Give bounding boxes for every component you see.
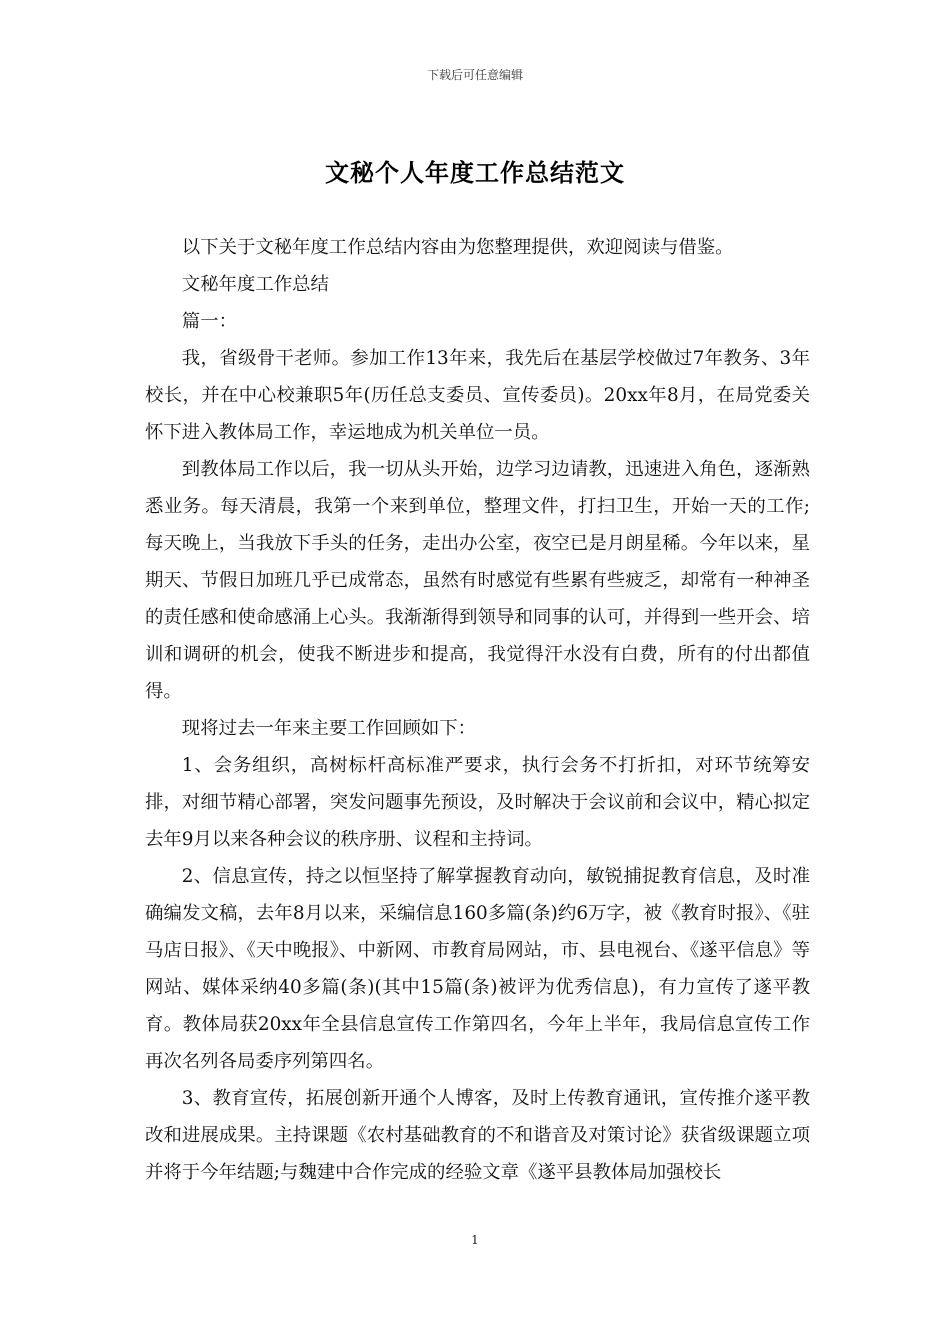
review-intro-paragraph: 现将过去一年来主要工作回顾如下： <box>181 718 477 739</box>
body-paragraph-self-intro: 我，省级骨干老师。参加工作13年来，我先后在基层学校做过7年教务、3年校长，并在中心校兼职5年(历任总支委员、宣传委员)。20xx年8月，在局党委关怀下进入教体局工作，幸运地成为机关单位一员。 <box>145 348 810 443</box>
page-number: 1 <box>471 1233 479 1247</box>
document-title: 文秘个人年度工作总结范文 <box>325 158 625 187</box>
body-paragraph-work-attitude: 到教体局工作以后，我一切从头开始，边学习边请教，迅速进入角色，逐渐熟悉业务。每天清晨，我第一个来到单位，整理文件，打扫卫生，开始一天的工作;每天晚上，当我放下手头的任务，走出办公室，夜空已是月朗星稀。今年以来，星期天、节假日加班几乎已成常态，虽然有时感觉有些累有些疲乏，却常有一种神圣的责任感和使命感涌上心头。我渐渐得到领导和同事的认可，并得到一些开会、培训和调研的机会，使我不断进步和提高，我觉得汗水没有白费，所有的付出都值得。 <box>145 459 810 702</box>
list-item-information: 2、信息宣传，持之以恒坚持了解掌握教育动向，敏锐捕捉教育信息，及时准确编发文稿，去年8月以来，采编信息160多篇(条)约6万字，被《教育时报》、《驻马店日报》、《天中晚报》、中新网、市教育局网站，市、县电视台、《遂平信息》等网站、媒体采纳40多篇(条)(其中15篇(条)被评为优秀信息)，有力宣传了遂平教育。教体局获20xx年全县信息宣传工作第四名，今年上半年，我局信息宣传工作再次名列各局委序列第四名。 <box>145 866 810 1072</box>
page-header-note: 下载后可任意编辑 <box>426 68 523 82</box>
part-label: 篇一： <box>181 311 237 332</box>
section-heading: 文秘年度工作总结 <box>181 274 329 295</box>
list-item-meetings: 1、会务组织，高树标杆高标准严要求，执行会务不打折扣，对环节统筹安排，对细节精心部署，突发问题事先预设，及时解决于会议前和会议中，精心拟定去年9月以来各种会议的秩序册、议程和主持词。 <box>145 755 810 850</box>
document-body <box>145 229 810 1191</box>
list-item-education-publicity: 3、教育宣传，拓展创新开通个人博客，及时上传教育通讯，宣传推介遂平教改和进展成果。主持课题《农村基础教育的不和谐音及对策讨论》获省级课题立项并将于今年结题;与魏建中合作完成的经验文章《遂平县教体局加强校长 <box>145 1088 810 1183</box>
intro-paragraph: 以下关于文秘年度工作总结内容由为您整理提供，欢迎阅读与借鉴。 <box>181 237 734 258</box>
